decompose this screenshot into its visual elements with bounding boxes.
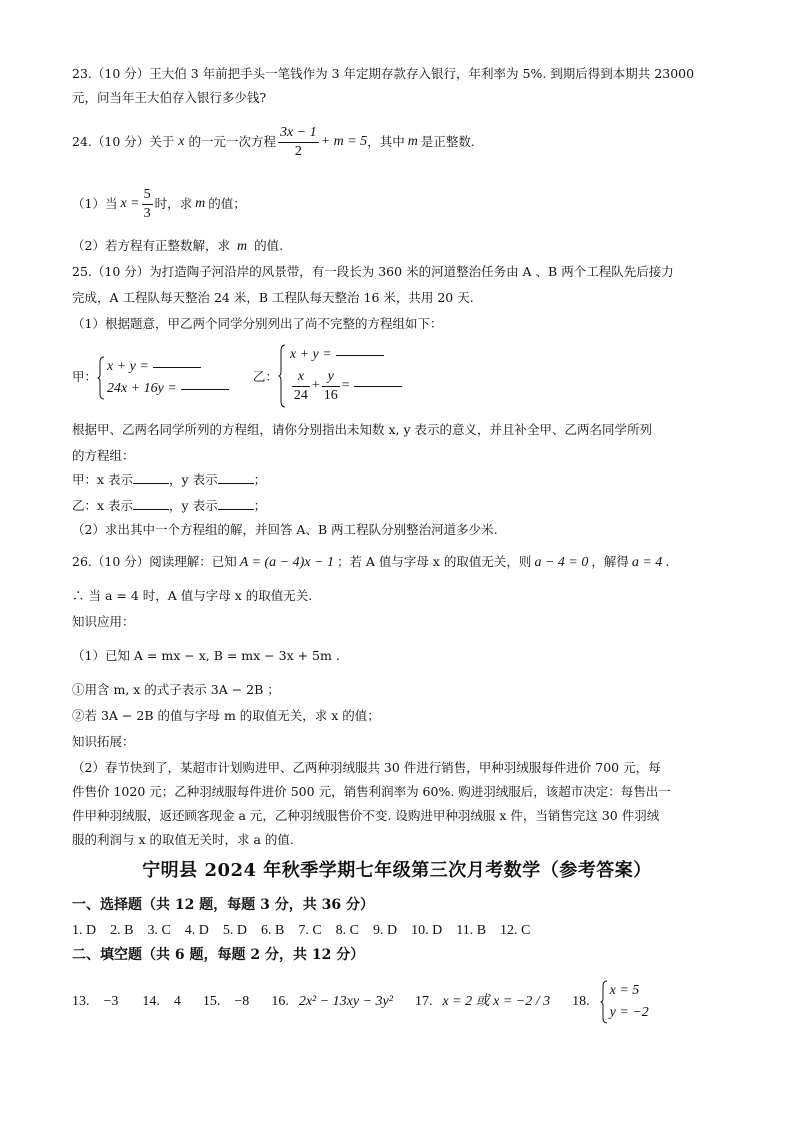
q26-line9: 件售价 1020 元；乙种羽绒服每件进价 500 元，销售利润率为 60%. 购进羽绒服后，该超市决定：每售出一: [72, 784, 671, 799]
q25-yi-row1: [290, 344, 402, 366]
q24-p1-eq: x =: [120, 196, 140, 211]
brace-icon: [278, 344, 286, 408]
q26-line1: [72, 556, 669, 570]
q25-yi-frac2: [322, 368, 340, 404]
q25-line3: （1）根据题意，甲乙两个同学分别列出了尚不完整的方程组如下：: [72, 316, 443, 331]
q24-p2: （2）若方程有正整数解，求: [72, 238, 230, 253]
blank: [354, 386, 402, 387]
q26-line3: 知识应用：: [72, 614, 135, 629]
q25-fill1-c: ；: [253, 472, 267, 487]
q24-p1-fraction: [142, 186, 153, 222]
q23-line2: 元，问当年王大伯存入银行多少钱?: [72, 90, 267, 105]
q25-jia-row2: [107, 378, 229, 400]
q25-line6: （2）求出其中一个方程组的解，并回答 A、B 两工程队分别整治河道多少米.: [72, 522, 498, 537]
q24-prefix: 24.（10 分）关于: [72, 133, 175, 149]
q25-line1: 25.（10 分）为打造陶子河沿岸的风景带，有一段长为 360 米的河道整治任务由 A 、B 两个工程队先后接力: [72, 264, 674, 279]
answer-15: 15. −8: [202, 994, 250, 1009]
q25-yi-label: 乙：: [252, 368, 278, 384]
answer-18-system: [600, 980, 649, 1024]
q24-p1-num: 5: [142, 186, 153, 205]
q25-yi-n1: x: [292, 368, 310, 387]
q25-fill2: [72, 500, 266, 513]
q23-line1: 23.（10 分）王大伯 3 年前把手头一笔钱作为 3 年定期存款存入银行，年利率为 5%. 到期后得到本期共 23000: [72, 66, 695, 81]
blank: [181, 389, 229, 390]
q24-p1-end: 的值；: [208, 195, 246, 211]
q25-yi-r1-text: x + y =: [289, 347, 332, 362]
blank: [133, 509, 169, 510]
q25-jia-system: [97, 356, 229, 400]
q25-jia-label: 甲：: [72, 368, 98, 384]
q25-yi-eq: =: [341, 378, 350, 393]
q24-p1-post: 时，求: [154, 195, 193, 211]
q24-p1-m: m: [195, 196, 206, 211]
q25-yi-system: [278, 344, 402, 406]
q25-fill1-b: ，y 表示: [169, 472, 218, 487]
answer-18-label: 18.: [572, 994, 590, 1009]
q26-line1-eq: A = (a − 4)x − 1: [239, 555, 334, 570]
q24-fraction: [278, 124, 319, 160]
q25-line5: 的方程组：: [72, 448, 135, 463]
answer-17: x = 2 或 x = −2 / 3: [442, 994, 551, 1009]
q26-line7: 知识拓展：: [72, 734, 135, 749]
q24-tail1: ，其中: [367, 133, 405, 149]
blank: [153, 367, 201, 368]
answer-18-r2: y = −2: [609, 1005, 649, 1020]
answer-section-choice: 一、选择题（共 12 题，每题 3 分，共 36 分）: [72, 897, 374, 913]
q24-frac-den: 2: [294, 143, 302, 159]
q25-jia-r2-text: 24x + 16y =: [107, 381, 177, 396]
q26-line1-a: 26.（10 分）阅读理解：已知: [72, 554, 237, 569]
answer-13: 13. −3: [72, 994, 119, 1009]
q26-line1-eq2: a − 4 = 0: [534, 555, 589, 570]
answer-18-r1: x = 5: [609, 983, 640, 998]
q26-line1-eq3: a = 4: [631, 555, 663, 570]
q24-rest: + m = 5: [320, 134, 368, 149]
q26-line5: ①用含 m, x 的式子表示 3A − 2B ；: [72, 682, 280, 697]
q24-p2-m: m: [236, 239, 248, 254]
answer-17-label: 17.: [414, 994, 433, 1009]
q24-mid: 的一元一次方程: [188, 133, 276, 149]
q25-yi-row2: $\frac{x}{24}$ + $\frac{y}{16}$ =: [290, 366, 402, 406]
q24-part1: [72, 186, 246, 222]
answer-16: 2x² − 13xy − 3y²: [298, 994, 393, 1009]
q26-line2: ∴ 当 a = 4 时，A 值与字母 x 的取值无关.: [72, 588, 313, 603]
q26-line6: ②若 3A − 2B 的值与字母 m 的取值无关，求 x 的值；: [72, 708, 380, 723]
q24-part2: [72, 240, 283, 254]
q25-line4: 根据甲、乙两名同学所列的方程组，请你分别指出未知数 x, y 表示的意义，并且补全甲、乙两名同学所列: [72, 422, 653, 437]
brace-icon: [600, 980, 608, 1024]
q25-jia-r1-text: x + y =: [107, 359, 149, 374]
blank: [218, 509, 254, 510]
answer-section-fill: 二、填空题（共 6 题，每题 2 分，共 12 分）: [72, 947, 365, 963]
q25-systems: [72, 344, 402, 406]
q25-yi-d2: 16: [323, 387, 338, 403]
brace-icon: [97, 356, 105, 400]
answer-title: 宁明县 2024 年秋季学期七年级第三次月考数学（参考答案）: [142, 860, 652, 881]
q25-yi-frac1: [292, 368, 310, 404]
answer-14: 14. 4: [142, 994, 181, 1009]
q26-line1-c: ，解得: [591, 554, 629, 569]
q26-line4: （1）已知 A = mx − x, B = mx − 3x + 5m .: [72, 648, 340, 663]
q24-frac-num: 3x − 1: [278, 124, 319, 143]
q25-yi-n2: y: [322, 368, 340, 387]
q25-fill1: [72, 474, 266, 487]
q24-tail2: 是正整数.: [420, 133, 475, 149]
q24-stem: [72, 124, 475, 160]
q24-var-x: x: [178, 134, 185, 149]
q26-line11: 服的利润与 x 的取值无关时，求 a 的值.: [72, 832, 294, 847]
answer-choices: 1. D 2. B 3. C 4. D 5. D 6. B 7. C 8. C 9. D 10. D 11. B 12. C: [72, 923, 531, 938]
q26-line1-d: .: [665, 554, 670, 569]
q24-var-m: m: [407, 134, 418, 149]
q25-yi-d1: 24: [293, 387, 308, 403]
q25-jia-row1: [107, 356, 229, 378]
q26-line10: 件甲种羽绒服，返还顾客现金 a 元，乙种羽绒服售价不变. 设购进甲种羽绒服 x 件，当销售完这 30 件羽绒: [72, 808, 660, 823]
answer-fill-row: [72, 980, 649, 1024]
q25-line2: 完成，A 工程队每天整治 24 米，B 工程队每天整治 16 米，共用 20 天.: [72, 290, 474, 305]
q26-line1-b: ；若 A 值与字母 x 的取值无关，则: [336, 554, 532, 569]
q25-fill2-b: ，y 表示: [169, 498, 218, 513]
q26-line8: （2）春节快到了，某超市计划购进甲、乙两种羽绒服共 30 件进行销售，甲种羽绒服每件进价 700 元，每: [72, 760, 661, 775]
answer-16-label: 16.: [271, 994, 289, 1009]
q25-fill2-a: 乙：x 表示: [72, 498, 134, 513]
q24-p1-den: 3: [143, 205, 151, 221]
q24-p2-end: 的值.: [254, 238, 284, 253]
q25-fill2-c: ；: [253, 498, 267, 513]
q25-fill1-a: 甲：x 表示: [72, 472, 134, 487]
blank: [133, 483, 169, 484]
q24-p1-pre: （1）当: [72, 195, 118, 211]
blank: [218, 483, 254, 484]
blank: [336, 355, 384, 356]
